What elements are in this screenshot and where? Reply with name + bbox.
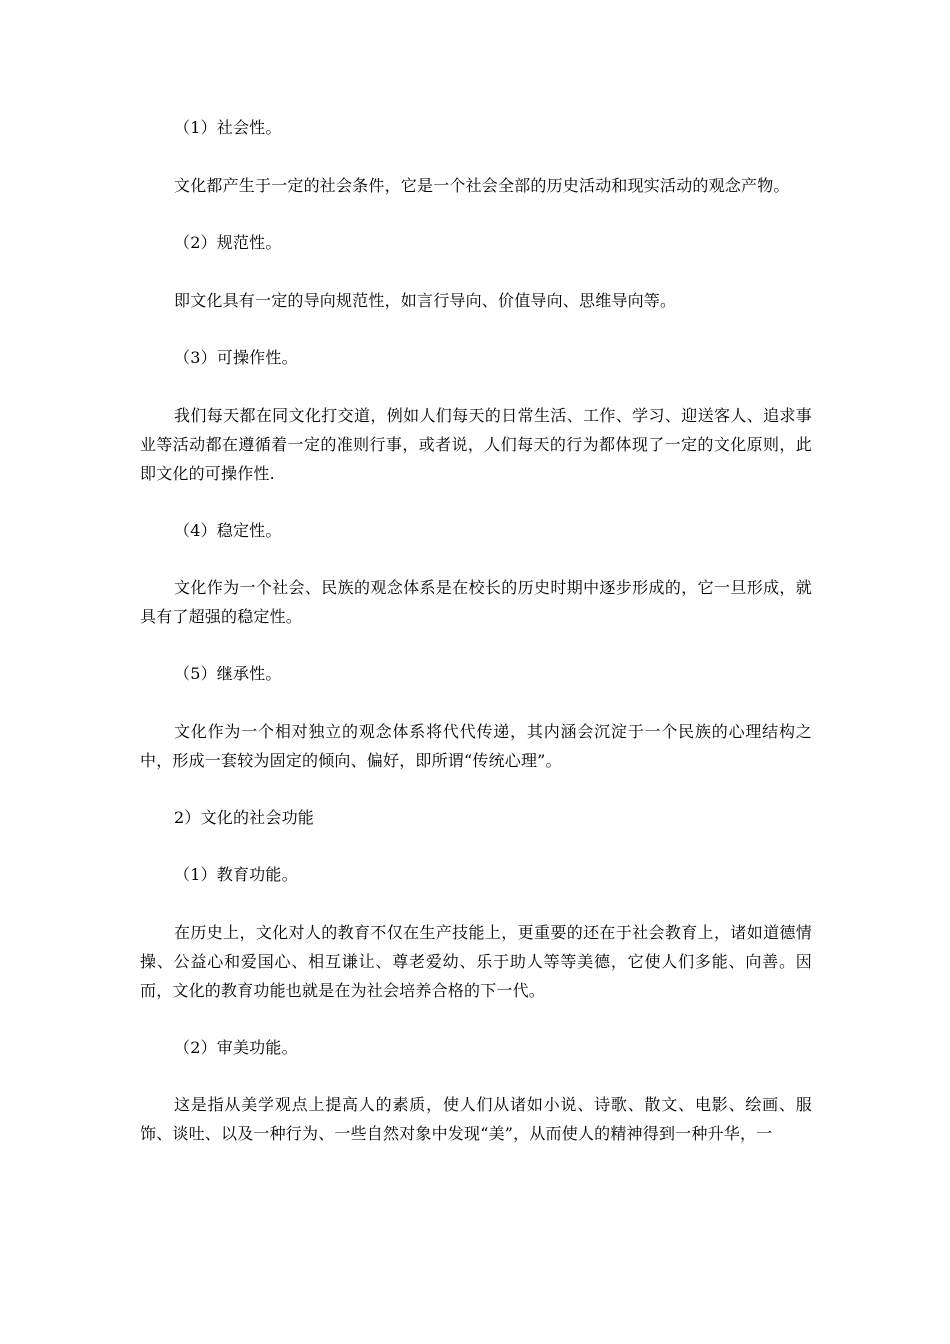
paragraph-normative: 即文化具有一定的导向规范性，如言行导向、价值导向、思维导向等。 xyxy=(174,291,677,310)
paragraph-aesthetic: 这是指从美学观点上提高人的素质，使人们从诸如小说、诗歌、散文、电影、绘画、服饰、谈吐、以及一种行为、一些自然对象中发现“美”，从而使人的精神得到一种升华，一 xyxy=(140,1095,812,1143)
paragraph-inheritance: 文化作为一个相对独立的观念体系将代代传递，其内涵会沉淀于一个民族的心理结构之中，形成一套较为固定的倾向、偏好，即所谓“传统心理”。 xyxy=(140,722,812,770)
heading-stability: （4）稳定性。 xyxy=(174,521,282,540)
heading-operability: （3）可操作性。 xyxy=(174,348,298,367)
heading-education: （1）教育功能。 xyxy=(174,865,298,884)
heading-social: （1）社会性。 xyxy=(174,118,282,137)
paragraph-operability: 我们每天都在同文化打交道，例如人们每天的日常生活、工作、学习、迎送客人、追求事业等活动都在遵循着一定的准则行事，或者说，人们每天的行为都体现了一定的文化原则，此即文化的可操作性. xyxy=(140,406,812,483)
section-heading-social-functions: 2）文化的社会功能 xyxy=(174,808,314,827)
paragraph-education: 在历史上，文化对人的教育不仅在生产技能上，更重要的还在于社会教育上，诸如道德情操、公益心和爱国心、相互谦让、尊老爱幼、乐于助人等等美德，它使人们多能、向善。因而，文化的教育功能也就是在为社会培养合格的下一代。 xyxy=(140,923,812,1000)
paragraph-social: 文化都产生于一定的社会条件，它是一个社会全部的历史活动和现实活动的观念产物。 xyxy=(174,176,790,195)
paragraph-stability: 文化作为一个社会、民族的观念体系是在校长的历史时期中逐步形成的，它一旦形成，就具有了超强的稳定性。 xyxy=(140,578,812,626)
heading-inheritance: （5）继承性。 xyxy=(174,664,282,683)
heading-normative: （2）规范性。 xyxy=(174,233,282,252)
heading-aesthetic: （2）审美功能。 xyxy=(174,1038,298,1057)
